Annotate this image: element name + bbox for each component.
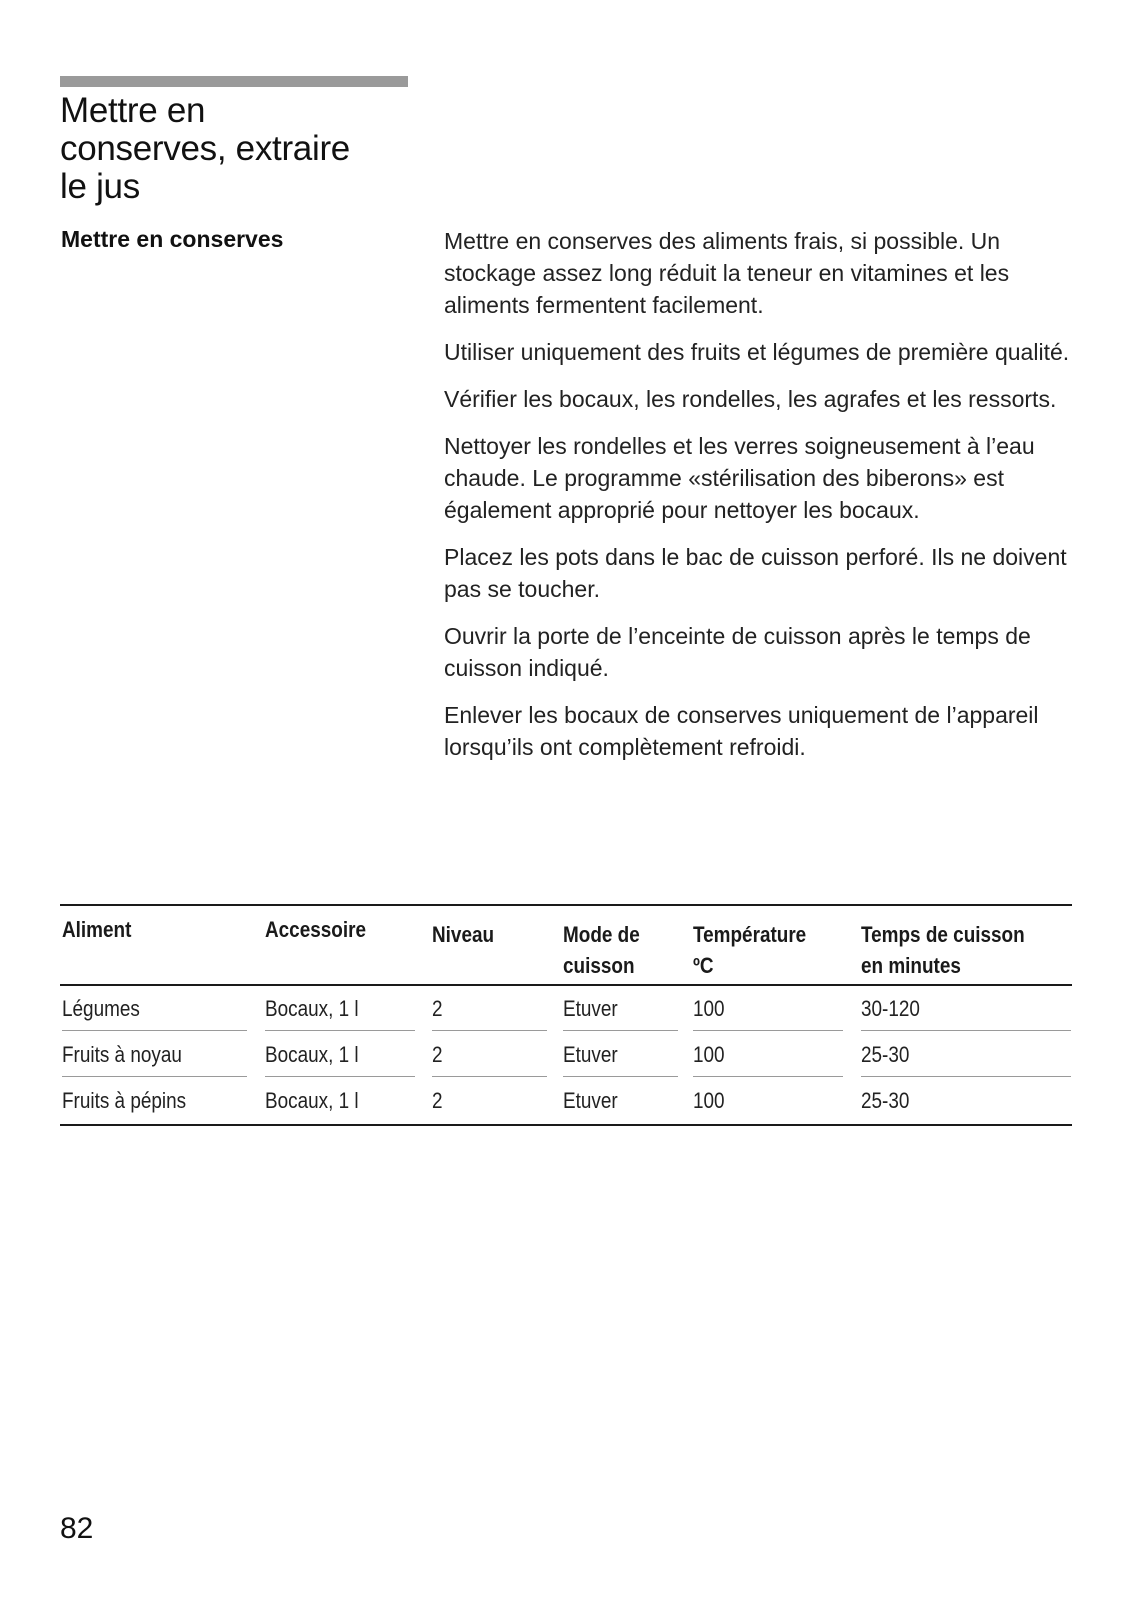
canning-table bbox=[60, 904, 1072, 1126]
cell-aliment: Fruits à pépins bbox=[62, 1088, 187, 1113]
paragraph: Enlever les bocaux de conserves uniquement de l’appareil lorsqu’ils ont complètement refroidi. bbox=[444, 702, 1039, 760]
paragraph: Mettre en conserves des aliments frais, si possible. Un stockage assez long réduit la teneur en vitamines et les aliments fermentent facilement. bbox=[444, 228, 1010, 318]
title-rule bbox=[60, 76, 408, 87]
paragraph: Nettoyer les rondelles et les verres soigneusement à l’eau chaude. Le programme «stérilisation des biberons» est également approprié pour nettoyer les bocaux. bbox=[444, 433, 1035, 523]
cell-accessoire: Bocaux, 1 l bbox=[265, 1032, 415, 1077]
paragraph: Vérifier les bocaux, les rondelles, les agrafes et les ressorts. bbox=[444, 386, 1057, 412]
cell-temps-de-cuisson: 25-30 bbox=[861, 1032, 1071, 1077]
cell-mode-de-cuisson: Etuver bbox=[563, 986, 678, 1031]
cell-temperature: 100 bbox=[693, 1032, 843, 1077]
cell-mode-de-cuisson: Etuver bbox=[563, 1088, 618, 1113]
cell-temperature: 100 bbox=[693, 1088, 725, 1113]
header-temperature: Température ºC bbox=[693, 922, 807, 978]
cell-niveau: 2 bbox=[432, 986, 547, 1031]
paragraph: Placez les pots dans le bac de cuisson perforé. Ils ne doivent pas se toucher. bbox=[444, 544, 1067, 602]
cell-niveau: 2 bbox=[432, 1032, 547, 1077]
cell-temps-de-cuisson: 25-30 bbox=[861, 1088, 910, 1113]
cell-accessoire: Bocaux, 1 l bbox=[265, 1088, 359, 1113]
header-niveau: Niveau bbox=[432, 922, 495, 947]
table-header-row bbox=[60, 906, 1072, 986]
table-row bbox=[60, 1078, 1072, 1124]
header-aliment: Aliment bbox=[62, 917, 132, 942]
section-title: Mettre en conserves, extraire le jus bbox=[60, 91, 350, 206]
cell-temps-de-cuisson: 30-120 bbox=[861, 986, 1071, 1031]
header-accessoire: Accessoire bbox=[265, 917, 366, 942]
instructions-column bbox=[444, 225, 1074, 778]
cell-aliment: Fruits à noyau bbox=[62, 1032, 247, 1077]
paragraph: Ouvrir la porte de l’enceinte de cuisson après le temps de cuisson indiqué. bbox=[444, 623, 1031, 681]
cell-mode-de-cuisson: Etuver bbox=[563, 1032, 678, 1077]
table-bottom-rule bbox=[60, 1124, 1072, 1126]
cell-accessoire: Bocaux, 1 l bbox=[265, 986, 415, 1031]
subheading-mettre-en-conserves: Mettre en conserves bbox=[61, 226, 284, 252]
table-row bbox=[60, 986, 1072, 1032]
cell-temperature: 100 bbox=[693, 986, 843, 1031]
paragraph: Utiliser uniquement des fruits et légumes de première qualité. bbox=[444, 339, 1070, 365]
header-temps-de-cuisson: Temps de cuisson en minutes bbox=[861, 922, 1025, 978]
cell-aliment: Légumes bbox=[62, 986, 247, 1031]
header-mode-de-cuisson: Mode de cuisson bbox=[563, 922, 640, 978]
table-row bbox=[60, 1032, 1072, 1078]
page-number: 82 bbox=[60, 1512, 94, 1545]
cell-niveau: 2 bbox=[432, 1088, 443, 1113]
